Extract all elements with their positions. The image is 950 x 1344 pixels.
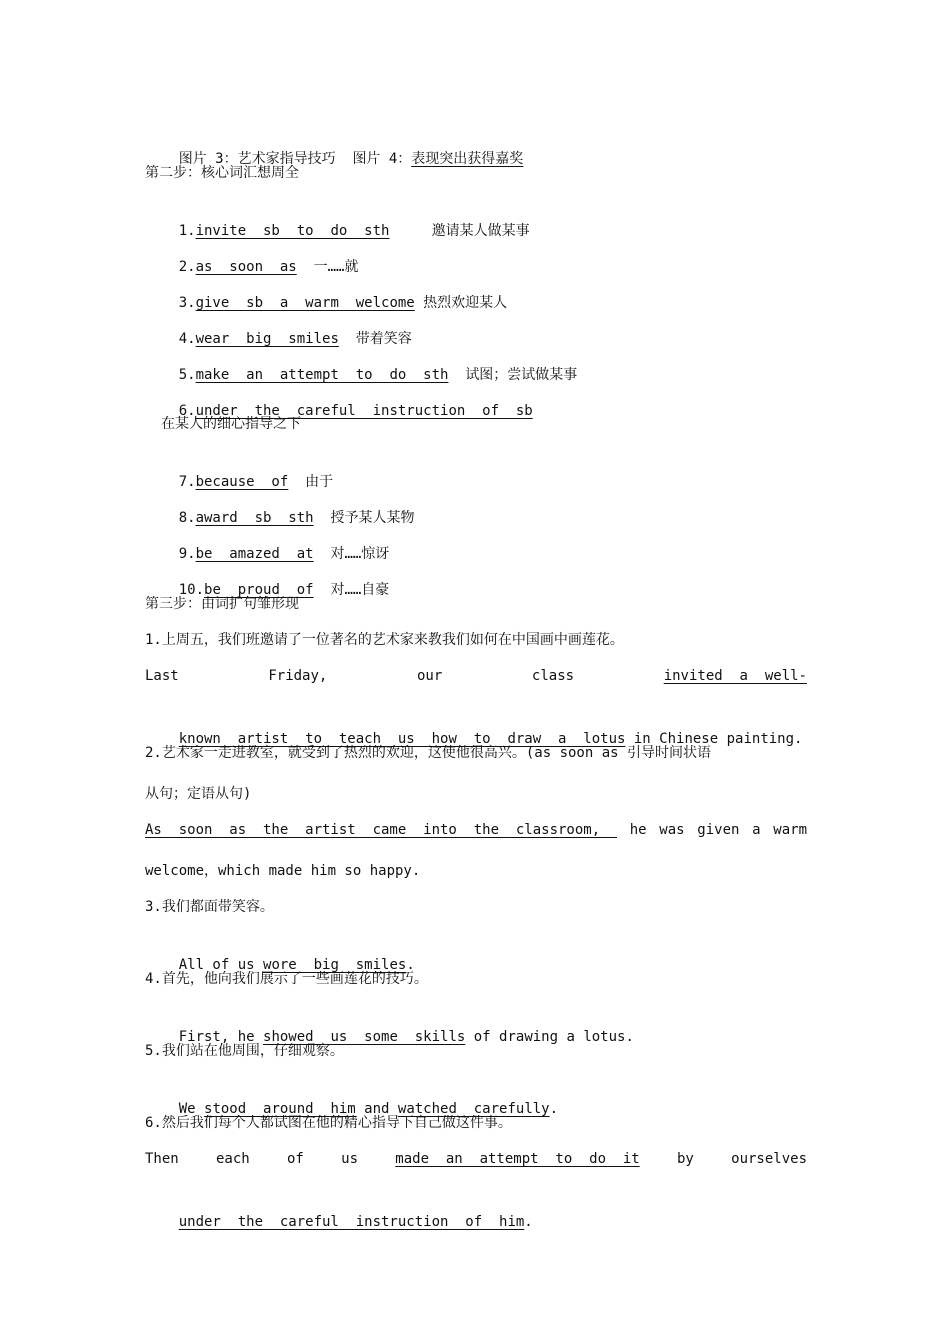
vocab-en: because of [195, 474, 289, 490]
word: our [416, 668, 443, 684]
vocab-zh: 邀请某人做某事 [431, 223, 530, 239]
sentence-post: . [524, 1214, 533, 1230]
sentence2-line2: welcome，which made him so happy. [145, 863, 421, 879]
sentence2-line1 [145, 819, 807, 841]
answer-blank: under the careful instruction of him [178, 1214, 525, 1230]
word: us [341, 1151, 358, 1167]
word: given [697, 822, 740, 838]
vocab-item-10 [145, 557, 390, 598]
answer-blank: showed us some skills [263, 1029, 466, 1045]
vocab-num: 9. [178, 546, 196, 562]
word: he [629, 822, 647, 838]
sentence6-line1 [145, 1148, 807, 1170]
sentence4-english [145, 1004, 634, 1045]
caption-pic3: 图片 3：艺术家指导技巧 [178, 151, 336, 167]
vocab-en: invite sb to do sth [195, 223, 390, 239]
vocab-zh: 一……就 [313, 259, 359, 275]
word: ourselves [731, 1151, 807, 1167]
sentence-mid: and [355, 1101, 398, 1117]
sentence-pre: All of us [178, 957, 264, 973]
vocab-gap [415, 295, 423, 311]
caption-pic4-label: 图片 4： [352, 151, 412, 167]
word: Last [145, 668, 179, 684]
vocab-num: 8. [178, 510, 196, 526]
sentence6-chinese: 6.然后我们每个人都试图在他的精心指导下自己做这件事。 [145, 1115, 512, 1131]
vocab-num: 10. [178, 582, 205, 598]
word: by [677, 1151, 694, 1167]
word: a [752, 822, 761, 838]
answer-blank: known artist to teach us how to draw a lotus [178, 731, 626, 747]
vocab-num: 1. [178, 223, 196, 239]
sentence5-english [145, 1076, 559, 1117]
vocab-item-2 [145, 234, 359, 275]
vocab-item-4 [145, 306, 412, 347]
vocab-en: be amazed at [195, 546, 314, 562]
vocab-num: 6. [178, 403, 196, 419]
vocab-item-1 [145, 198, 530, 239]
sentence-rest: in Chinese painting. [625, 731, 803, 747]
sentence3-chinese: 3.我们都面带笑容。 [145, 899, 274, 915]
vocab-zh: 对……惊讶 [330, 546, 390, 562]
vocab-zh: 试图；尝试做某事 [465, 367, 578, 383]
picture-captions [145, 126, 524, 167]
sentence1-line2 [145, 706, 803, 747]
sentence5-chinese: 5.我们站在他周围，仔细观察。 [145, 1043, 344, 1059]
vocab-en: under the careful instruction of sb [195, 403, 533, 419]
vocab-en: award sb sth [195, 510, 314, 526]
vocab-num: 7. [178, 474, 196, 490]
vocab-num: 2. [178, 259, 196, 275]
sentence2-chinese-cont: 从句；定语从句) [145, 786, 252, 802]
vocab-item-6 [145, 378, 533, 419]
answer-blank: wore big smiles [263, 957, 407, 973]
sentence-pre: We [178, 1101, 205, 1117]
vocab-en: as soon as [195, 259, 297, 275]
vocab-en: make an attempt to do sth [195, 367, 449, 383]
vocab-item-7 [145, 449, 334, 490]
vocab-item-8 [145, 485, 415, 526]
vocab-num: 3. [178, 295, 196, 311]
vocab-zh: 由于 [305, 474, 334, 490]
sentence3-english [145, 932, 415, 973]
vocab-item-9 [145, 521, 390, 562]
vocab-en: be proud of [204, 582, 314, 598]
word: of [287, 1151, 304, 1167]
word: Then [145, 1151, 179, 1167]
sentence1-line1 [145, 665, 807, 687]
vocab-en: wear big smiles [195, 331, 339, 347]
vocab-num: 4. [178, 331, 196, 347]
vocab-item-6-translation: 在某人的细心指导之下 [161, 416, 301, 432]
sentence1-chinese: 1.上周五，我们班邀请了一位著名的艺术家来教我们如何在中国画中画莲花。 [145, 632, 624, 648]
sentence4-chinese: 4.首先，他向我们展示了一些画莲花的技巧。 [145, 971, 428, 987]
sentence-pre: First, he [178, 1029, 264, 1045]
vocab-gap [389, 223, 431, 239]
sentence-post: . [549, 1101, 559, 1117]
word: warm [773, 822, 807, 838]
step2-title: 第二步：核心词汇想周全 [145, 165, 299, 181]
sentence2-chinese: 2.艺术家一走进教室，就受到了热烈的欢迎，这使他很高兴。(as soon as 引导时间状语 [145, 745, 711, 761]
answer-blank: watched carefully [397, 1101, 550, 1117]
word: was [659, 822, 685, 838]
sentence-post: . [406, 957, 415, 973]
vocab-item-5 [145, 342, 578, 383]
word: class [531, 668, 575, 684]
vocab-item-3 [145, 270, 508, 311]
sentence6-line2 [145, 1189, 533, 1230]
vocab-zh: 对……自豪 [330, 582, 390, 598]
vocab-zh: 授予某人某物 [330, 510, 415, 526]
answer-blank: made an attempt to do it [395, 1151, 640, 1167]
word: each [216, 1151, 250, 1167]
vocab-en: give sb a warm welcome [195, 295, 415, 311]
vocab-gap [314, 582, 331, 598]
caption-pic4-text: 表现突出获得嘉奖 [411, 151, 524, 167]
vocab-zh: 带着笑容 [355, 331, 412, 347]
vocab-num: 5. [178, 367, 196, 383]
answer-blank: stood around him [204, 1101, 356, 1117]
vocab-zh: 热烈欢迎某人 [423, 295, 508, 311]
sentence-post: of drawing a lotus. [465, 1029, 634, 1045]
answer-blank: invited a well- [663, 668, 807, 684]
step3-title: 第三步：由词扩句雏形现 [145, 596, 299, 612]
answer-blank: As soon as the artist came into the classroom, [145, 822, 618, 838]
word: Friday, [268, 668, 328, 684]
